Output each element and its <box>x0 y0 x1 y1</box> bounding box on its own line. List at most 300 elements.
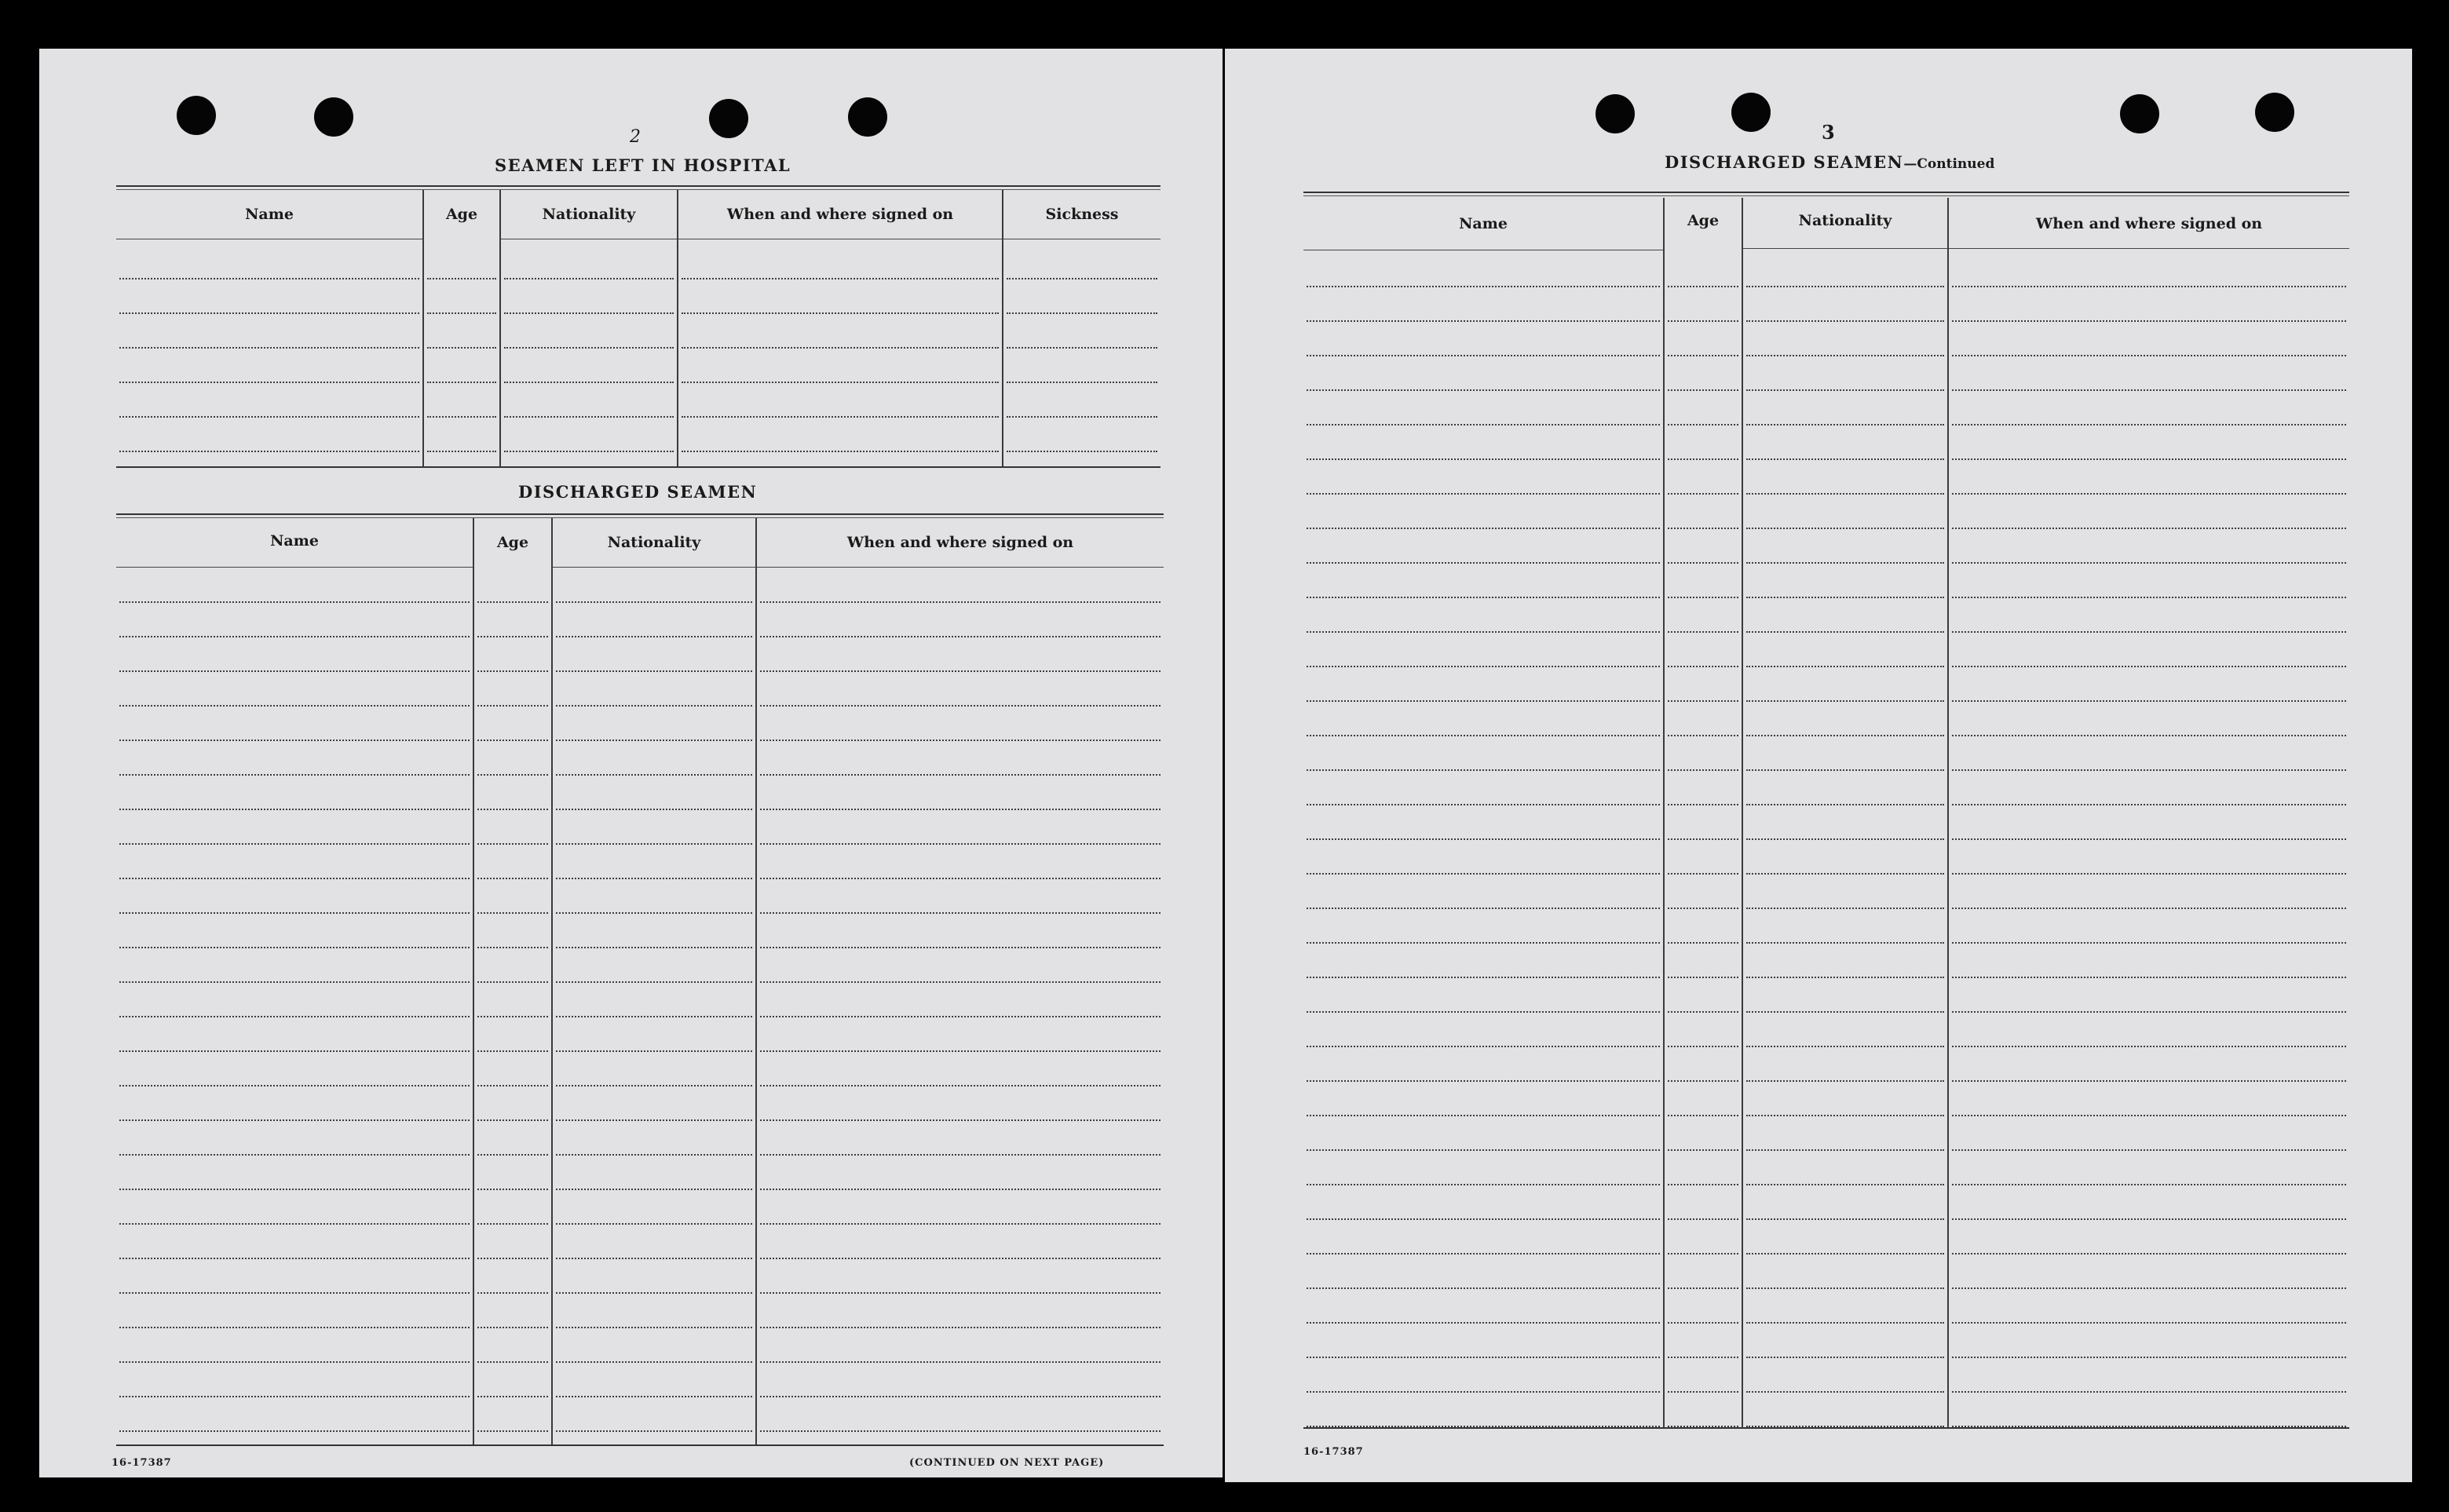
table-row-line <box>760 912 1161 914</box>
table-row-line <box>1746 977 1944 978</box>
table-row-line <box>477 1223 548 1225</box>
table-row-line <box>556 670 752 672</box>
table-row-line <box>477 601 548 603</box>
table-row-line <box>1746 355 1944 356</box>
table-row-line <box>119 843 470 845</box>
table-row-line <box>556 1361 752 1363</box>
table-row-line <box>1746 804 1944 805</box>
table-row-line <box>1307 977 1660 978</box>
table-row-line <box>1746 493 1944 495</box>
table-row-line <box>556 1016 752 1017</box>
continued-col-nationality: Nationality <box>1798 212 1892 229</box>
table-row-line <box>477 636 548 637</box>
table-row-line <box>556 843 752 845</box>
table-row-line <box>1668 528 1738 529</box>
table-row-line <box>556 1189 752 1190</box>
table-row-line <box>119 1396 470 1397</box>
table-row-line <box>477 809 548 810</box>
table-row-line <box>682 347 999 349</box>
table-row-line <box>1668 1184 1738 1185</box>
table-row-line <box>427 416 496 418</box>
table-row-line <box>1307 1391 1660 1393</box>
table-row-line <box>504 278 674 279</box>
table-row-line <box>1668 389 1738 391</box>
table-row-line <box>556 981 752 983</box>
table-row-line <box>1952 1080 2346 1082</box>
table-row-line <box>1952 1322 2346 1324</box>
table-row-line <box>1952 735 2346 736</box>
table-row-line <box>1307 493 1660 495</box>
table-row-line <box>1307 769 1660 771</box>
table-row-line <box>1007 278 1157 279</box>
table-row-line <box>1307 1115 1660 1116</box>
table-row-line <box>556 912 752 914</box>
table-row-line <box>119 1119 470 1121</box>
table-row-line <box>1952 355 2346 356</box>
table-row-line <box>477 705 548 707</box>
punch-hole <box>2255 93 2294 132</box>
table-row-line <box>1952 1046 2346 1047</box>
table-row-line <box>556 774 752 776</box>
discharged-section-title: DISCHARGED SEAMEN <box>518 482 758 502</box>
table-row-line <box>1952 908 2346 909</box>
table-row-line <box>427 347 496 349</box>
table-row-line <box>1952 1011 2346 1013</box>
table-row-line <box>682 382 999 383</box>
table-row-line <box>1746 1115 1944 1116</box>
table-row-line <box>477 740 548 741</box>
table-row-line <box>760 705 1161 707</box>
table-row-line <box>1668 1426 1738 1427</box>
table-row-line <box>427 382 496 383</box>
table-row-line <box>477 1085 548 1087</box>
table-row-line <box>1668 320 1738 322</box>
table-row-line <box>119 878 470 879</box>
table-row-line <box>760 1154 1161 1156</box>
table-row-line <box>760 636 1161 637</box>
table-row-line <box>1307 1011 1660 1013</box>
table-row-line <box>1307 1080 1660 1082</box>
table-row-line <box>119 1258 470 1259</box>
table-row-line <box>1952 1287 2346 1289</box>
table-row-line <box>1668 908 1738 909</box>
table-row-line <box>504 451 674 452</box>
table-row-line <box>1668 631 1738 633</box>
table-row-line <box>1746 1357 1944 1358</box>
table-row-line <box>1668 666 1738 667</box>
table-row-line <box>556 636 752 637</box>
table-row-line <box>760 843 1161 845</box>
table-row-line <box>1746 1218 1944 1220</box>
table-row-line <box>504 382 674 383</box>
table-row-line <box>1746 1080 1944 1082</box>
table-row-line <box>760 1430 1161 1432</box>
table-row-line <box>760 809 1161 810</box>
table-row-line <box>1668 355 1738 356</box>
table-row-line <box>1952 1218 2346 1220</box>
table-row-line <box>1307 804 1660 805</box>
table-row-line <box>1952 838 2346 840</box>
table-row-line <box>556 1327 752 1328</box>
table-row-line <box>1307 1149 1660 1151</box>
table-row-line <box>760 1361 1161 1363</box>
continued-col-age: Age <box>1687 212 1720 229</box>
table-row-line <box>1952 1149 2346 1151</box>
table-row-line <box>1668 769 1738 771</box>
table-row-line <box>1307 1218 1660 1220</box>
table-row-line <box>1952 769 2346 771</box>
table-row-line <box>1746 700 1944 702</box>
table-row-line <box>1746 389 1944 391</box>
table-row-line <box>1952 320 2346 322</box>
table-row-line <box>1952 597 2346 598</box>
table-row-line <box>1952 873 2346 875</box>
table-row-line <box>504 312 674 314</box>
table-row-line <box>119 451 419 452</box>
table-row-line <box>760 1189 1161 1190</box>
table-row-line <box>1307 700 1660 702</box>
table-row-line <box>1007 347 1157 349</box>
table-row-line <box>760 1327 1161 1328</box>
table-row-line <box>477 843 548 845</box>
table-row-line <box>477 1154 548 1156</box>
table-row-line <box>760 601 1161 603</box>
table-row-line <box>1952 1184 2346 1185</box>
table-row-line <box>1668 1253 1738 1255</box>
table-row-line <box>1952 700 2346 702</box>
table-row-line <box>1307 942 1660 944</box>
table-row-line <box>1668 562 1738 564</box>
table-row-line <box>119 347 419 349</box>
table-row-line <box>1746 1253 1944 1255</box>
table-row-line <box>1746 1391 1944 1393</box>
form-number: 16-17387 <box>1303 1446 1364 1458</box>
table-row-line <box>119 774 470 776</box>
table-row-line <box>760 1292 1161 1294</box>
table-row-line <box>1307 562 1660 564</box>
table-row-line <box>477 981 548 983</box>
table-row-line <box>556 1430 752 1432</box>
table-row-line <box>556 740 752 741</box>
table-row-line <box>1307 1287 1660 1289</box>
punch-hole <box>1731 93 1771 132</box>
table-row-line <box>1307 1357 1660 1358</box>
table-row-line <box>1668 1218 1738 1220</box>
table-row-line <box>477 1119 548 1121</box>
table-row-line <box>556 1396 752 1397</box>
table-row-line <box>119 1327 470 1328</box>
table-row-line <box>1952 942 2346 944</box>
table-row-line <box>760 670 1161 672</box>
table-row-line <box>682 312 999 314</box>
discharged-col-name: Name <box>270 532 319 550</box>
table-row-line <box>1746 458 1944 460</box>
table-row-line <box>760 981 1161 983</box>
table-row-line <box>477 1258 548 1259</box>
table-row-line <box>760 1223 1161 1225</box>
table-row-line <box>1307 424 1660 425</box>
table-row-line <box>477 947 548 948</box>
table-row-line <box>1668 1322 1738 1324</box>
table-row-line <box>1007 451 1157 452</box>
discharged-continued-title: DISCHARGED SEAMEN—Continued <box>1665 152 1995 172</box>
punch-hole <box>2120 94 2159 133</box>
table-row-line <box>1668 458 1738 460</box>
table-row-line <box>1746 666 1944 667</box>
table-row-line <box>760 774 1161 776</box>
table-row-line <box>1746 597 1944 598</box>
table-row-line <box>1307 320 1660 322</box>
table-row-line <box>1952 977 2346 978</box>
table-row-line <box>1952 424 2346 425</box>
table-row-line <box>1952 1426 2346 1427</box>
hospital-col-age: Age <box>445 206 478 223</box>
table-row-line <box>1952 804 2346 805</box>
table-row-line <box>119 278 419 279</box>
continued-note: (CONTINUED ON NEXT PAGE) <box>909 1457 1105 1469</box>
table-row-line <box>1668 838 1738 840</box>
discharged-col-signed-on: When and where signed on <box>846 534 1074 551</box>
table-row-line <box>556 1258 752 1259</box>
table-row-line <box>1668 493 1738 495</box>
hospital-col-nationality: Nationality <box>542 206 636 223</box>
table-row-line <box>682 451 999 452</box>
table-row-line <box>119 947 470 948</box>
table-row-line <box>1746 873 1944 875</box>
discharged-table <box>116 513 1164 1448</box>
table-row-line <box>119 1361 470 1363</box>
table-row-line <box>477 1050 548 1052</box>
punch-hole <box>848 97 887 137</box>
table-row-line <box>1007 312 1157 314</box>
continued-col-name: Name <box>1459 215 1508 232</box>
form-number: 16-17387 <box>111 1457 172 1469</box>
table-row-line <box>1307 597 1660 598</box>
table-row-line <box>1746 528 1944 529</box>
table-row-line <box>477 1189 548 1190</box>
table-row-line <box>760 1258 1161 1259</box>
table-row-line <box>1746 1426 1944 1427</box>
page-number: 2 <box>630 127 641 147</box>
table-row-line <box>477 912 548 914</box>
table-row-line <box>1668 1080 1738 1082</box>
table-row-line <box>119 1189 470 1190</box>
table-row-line <box>1746 424 1944 425</box>
table-row-line <box>556 1085 752 1087</box>
table-row-line <box>477 1016 548 1017</box>
table-row-line <box>477 670 548 672</box>
table-row-line <box>1746 1149 1944 1151</box>
punch-hole <box>177 96 216 135</box>
table-row-line <box>1668 597 1738 598</box>
table-row-line <box>427 312 496 314</box>
table-row-line <box>1668 1046 1738 1047</box>
table-row-line <box>556 601 752 603</box>
table-row-line <box>556 1223 752 1225</box>
table-row-line <box>1307 631 1660 633</box>
table-row-line <box>1668 286 1738 287</box>
table-row-line <box>1952 1115 2346 1116</box>
table-row-line <box>1307 286 1660 287</box>
table-row-line <box>760 740 1161 741</box>
table-row-line <box>1668 942 1738 944</box>
table-row-line <box>119 601 470 603</box>
punch-hole <box>314 97 353 137</box>
table-row-line <box>119 382 419 383</box>
table-row-line <box>1952 528 2346 529</box>
table-row-line <box>119 1050 470 1052</box>
table-row-line <box>1952 666 2346 667</box>
table-row-line <box>1746 942 1944 944</box>
table-row-line <box>1746 631 1944 633</box>
table-row-line <box>504 347 674 349</box>
table-row-line <box>1307 528 1660 529</box>
discharged-col-nationality: Nationality <box>607 534 701 551</box>
table-row-line <box>477 1327 548 1328</box>
table-row-line <box>1668 735 1738 736</box>
table-row-line <box>477 1292 548 1294</box>
table-row-line <box>1307 1046 1660 1047</box>
table-row-line <box>119 670 470 672</box>
table-row-line <box>1668 1391 1738 1393</box>
table-row-line <box>1307 873 1660 875</box>
table-row-line <box>119 705 470 707</box>
table-row-line <box>1668 1149 1738 1151</box>
table-row-line <box>556 1154 752 1156</box>
table-row-line <box>556 947 752 948</box>
table-row-line <box>477 1396 548 1397</box>
hospital-col-sickness: Sickness <box>1045 206 1119 223</box>
table-row-line <box>1668 700 1738 702</box>
hospital-col-name: Name <box>245 206 294 223</box>
table-row-line <box>1746 1322 1944 1324</box>
table-row-line <box>1307 355 1660 356</box>
table-row-line <box>477 1430 548 1432</box>
table-row-line <box>477 774 548 776</box>
table-row-line <box>1952 493 2346 495</box>
punch-hole <box>1596 94 1635 133</box>
discharged-col-age: Age <box>496 534 529 551</box>
table-row-line <box>1952 1357 2346 1358</box>
table-row-line <box>119 312 419 314</box>
table-row-line <box>1307 838 1660 840</box>
table-row-line <box>119 1430 470 1432</box>
table-row-line <box>1746 562 1944 564</box>
table-row-line <box>1952 389 2346 391</box>
table-row-line <box>760 878 1161 879</box>
table-row-line <box>1746 1046 1944 1047</box>
table-row-line <box>1668 873 1738 875</box>
table-row-line <box>760 1396 1161 1397</box>
table-row-line <box>119 809 470 810</box>
table-row-line <box>1307 666 1660 667</box>
discharged-continued-table <box>1303 192 2349 1479</box>
table-row-line <box>1307 1253 1660 1255</box>
table-row-line <box>556 809 752 810</box>
table-row-line <box>1007 382 1157 383</box>
table-row-line <box>1668 1011 1738 1013</box>
table-row-line <box>1952 562 2346 564</box>
table-row-line <box>760 1119 1161 1121</box>
table-row-line <box>119 1016 470 1017</box>
table-row-line <box>1668 977 1738 978</box>
table-row-line <box>1746 320 1944 322</box>
table-row-line <box>760 1085 1161 1087</box>
table-row-line <box>556 1050 752 1052</box>
table-row-line <box>1307 1426 1660 1427</box>
table-row-line <box>760 947 1161 948</box>
table-row-line <box>119 1154 470 1156</box>
table-row-line <box>119 912 470 914</box>
table-row-line <box>1952 631 2346 633</box>
table-row-line <box>1307 735 1660 736</box>
table-row-line <box>119 636 470 637</box>
table-row-line <box>1007 416 1157 418</box>
table-row-line <box>1952 286 2346 287</box>
hospital-section-title: SEAMEN LEFT IN HOSPITAL <box>495 155 791 175</box>
table-row-line <box>1746 769 1944 771</box>
table-row-line <box>1746 1011 1944 1013</box>
table-row-line <box>119 740 470 741</box>
table-row-line <box>1668 1115 1738 1116</box>
table-row-line <box>1746 838 1944 840</box>
table-row-line <box>1952 458 2346 460</box>
table-row-line <box>556 878 752 879</box>
table-row-line <box>1746 286 1944 287</box>
table-row-line <box>1307 458 1660 460</box>
table-row-line <box>1668 1287 1738 1289</box>
page-number: 3 <box>1822 121 1835 144</box>
left-page <box>39 49 1223 1477</box>
table-row-line <box>1952 1391 2346 1393</box>
table-row-line <box>1668 804 1738 805</box>
table-row-line <box>1307 389 1660 391</box>
hospital-col-signed-on: When and where signed on <box>726 206 954 223</box>
continued-col-signed-on: When and where signed on <box>2035 215 2263 232</box>
hospital-table <box>116 185 1161 518</box>
table-row-line <box>1668 424 1738 425</box>
punch-hole <box>709 99 748 138</box>
table-row-line <box>119 1223 470 1225</box>
table-row-line <box>119 981 470 983</box>
table-row-line <box>682 278 999 279</box>
table-row-line <box>1746 1184 1944 1185</box>
table-row-line <box>477 1361 548 1363</box>
table-row-line <box>427 278 496 279</box>
table-row-line <box>1307 1184 1660 1185</box>
table-row-line <box>1668 1357 1738 1358</box>
table-row-line <box>1952 1253 2346 1255</box>
table-row-line <box>556 1119 752 1121</box>
table-row-line <box>556 1292 752 1294</box>
table-row-line <box>556 705 752 707</box>
table-row-line <box>1307 1322 1660 1324</box>
table-row-line <box>1746 735 1944 736</box>
table-row-line <box>119 1292 470 1294</box>
table-row-line <box>682 416 999 418</box>
table-row-line <box>1746 908 1944 909</box>
table-row-line <box>477 878 548 879</box>
table-row-line <box>427 451 496 452</box>
table-row-line <box>760 1016 1161 1017</box>
right-page <box>1225 49 2412 1482</box>
table-row-line <box>119 1085 470 1087</box>
table-row-line <box>119 416 419 418</box>
table-row-line <box>1746 1287 1944 1289</box>
table-row-line <box>504 416 674 418</box>
table-row-line <box>760 1050 1161 1052</box>
continued-suffix: —Continued <box>1903 156 1995 172</box>
